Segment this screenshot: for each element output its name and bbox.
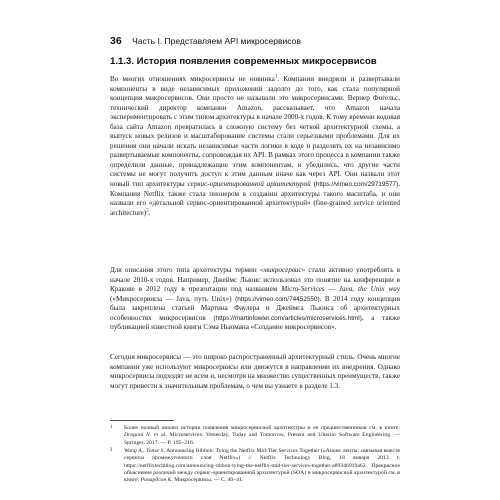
section-heading: 1.1.3. История появления современных микросервисов: [110, 56, 377, 67]
paragraph-1: [110, 75, 400, 218]
footnote-ref-2[interactable]: 2: [146, 208, 149, 214]
fn2-text-2: Микросервисы. — С. 40–41.: [172, 477, 244, 484]
p2-italic-title: Micro-Services — Java, the Unix way: [281, 285, 400, 294]
p1-text-4: .: [148, 208, 151, 217]
p2-link-vimeo-2[interactable]: (https://vimeo.com/74452550): [231, 295, 320, 303]
footnote-number-1: 1: [110, 425, 113, 430]
p2-text-3: («Микросервисы — Java, путь Unix»): [110, 294, 232, 303]
fn1-text-1: Более полный анализ истории появления микросервисной архитектуры и ее предшественников см. в книге:: [124, 425, 400, 431]
footnotes: [110, 425, 400, 485]
running-title: Часть I. Представляем API микросервисов: [132, 36, 301, 46]
p1-text-2: . Компании внедряли и развертывали компоненты в виде независимых приложений задолго до того, как стала популярной концепция микросервисов. Они просто не называли это микросервисами. Вернер Фогельс, технический директор компании Amazon, рассказывает, что Amazon начала экспериментировать с этим типом архитектуры в начале 2000-х годов. К тому времени кодовая база сайта Amazon превратилась в сложную систему без четкой архитектурной схемы, а выпуск новых релизов и масштабирование системы стали серьезными проблемами. Для их решения они начали искать независимые части логики в коде и разделять их на независимо развертываемые компоненты, сопровождая их API. В рамках этого процесса в компании также определили данные, принадлежащие этим компонентам, и убедились, что другие части системы не могут получить доступ к этим данным иначе как через API. Они назвали этот новый тип архитектуры: [110, 75, 400, 189]
p2-text-5: , а также публикацией известной книги Сэма Ньюмана «Создание микросервисов».: [110, 313, 400, 332]
p1-link-vimeo-1[interactable]: (https://vimeo.com/29719577): [310, 181, 399, 189]
fn2-text-1: Announcing Ribbon: Tying the Netflix Mid-Tier Services Together («Анонс ленты: связывая вместе сервисы промежуточного слоя Netflix») // Netflix Technology Blog, 18 января 2013 г. https://netflixtechblog.com/announcing-ribbon-tying-the-netflix-mid-tier-services-together-a89346910a62. Прекрасное объяснение различий между сервис-ориентированной архитектурой (SOA) и микросервисной архитектурой см. в книге:: [124, 448, 400, 484]
fn2-italic-authors: Wang A., Tonse S.: [124, 448, 165, 455]
p3-text-1: Сегодня микросервисы — это широко распространенный архитектурный стиль. Очень многие компании уже используют микросервисы или движутся в направлении их внедрения. Однако микросервисы подходят не всем и, несмотря на множество существенных преимуществ, также могут привести к значительным проблемам, о чем вы узнаете в разделе 1.3.: [110, 353, 400, 390]
page-number: 36: [110, 35, 122, 47]
fn2-italic-author-2: Ричардсон К.: [140, 477, 173, 484]
paragraph-2: [110, 266, 400, 333]
paragraph-3: [110, 353, 400, 391]
footnote-divider: [110, 420, 174, 421]
p1-text-1: Во многих отношениях микросервисы не новинка: [110, 75, 275, 83]
footnote-2: [110, 448, 400, 485]
running-head: [110, 31, 390, 47]
p1-text-3: . Компания Netflix также стала пионером в создании архитектуры такого масштаба, и они назвали его «детальной сервис-ориентированной архитектурой» (fine-grained service oriented architecture): [110, 180, 400, 217]
footnote-ref-1[interactable]: 1: [274, 74, 278, 80]
p2-text-4: . В 2014 году концепция была закреплена статьей Мартина Фаулера и Джеймса Льюиса об архитектурных особенностях микросервисов: [110, 294, 400, 322]
p2-italic-term: «микросервис»: [259, 266, 306, 274]
p2-link-martinfowler[interactable]: (https://martinfowler.com/articles/microservices.html): [213, 314, 362, 322]
footnote-number-2: 2: [110, 448, 113, 454]
footnote-1: [110, 425, 400, 447]
p1-italic-term: сервис-ориентированной архитектурой: [187, 180, 311, 189]
fn1-italic-authors: Dragoni N. et al.: [124, 432, 167, 439]
fn1-text-2: Microservices: Yesterday, Today and Tomorrow, Present and Ulterior Software Engineering. — Springer, 2017. — P. 195–216.: [124, 432, 400, 446]
p2-text-1: Для описания этого типа архитектуры термин: [110, 266, 260, 274]
p2-text-2: стали активно употреблять в начале 2010-х годов. Например, Джеймс Льюис использовал это понятие на конференции в Кракове в 2012 году в презентации под названием: [110, 266, 400, 294]
